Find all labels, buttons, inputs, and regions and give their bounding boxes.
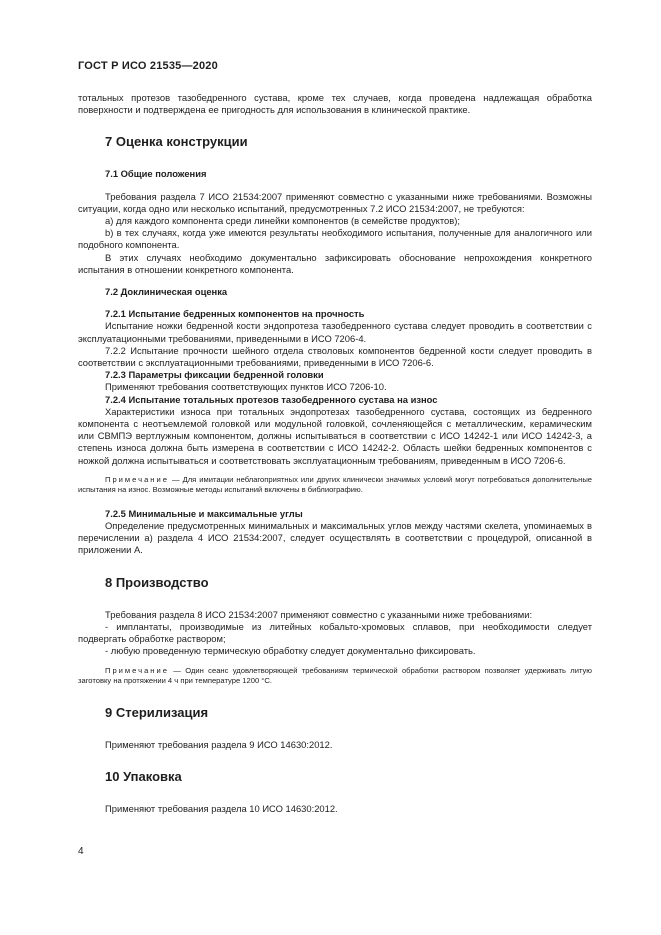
note-label: Примечание [105,665,169,675]
section-8-note [78,666,592,687]
note-text: — Один сеанс удовлетворяющей требованиям термической обработки раствором позволяет удерживать литую заготовку на протяжении 4 ч при температуре 1200 °С. [78,665,592,685]
section-10-title: 10 Упаковка [105,768,182,784]
page-content [78,92,592,815]
section-7-1-title: 7.1 Общие положения [105,168,207,180]
section-8-list-item-1: - имплантаты, производимые из литейных кобальто-хромовых сплавов, при необходимости следует подвергать обработке раствором; [78,620,592,645]
section-9-paragraph: Применяют требования раздела 9 ИСО 14630:2012. [105,738,333,750]
section-7-1-paragraph-2: В этих случаях необходимо документально зафиксировать обоснование непрохождения конкретного испытания в отношении конкретного компонента. [78,251,592,275]
page-number: 4 [78,846,84,857]
section-7-2-5-paragraph: Определение предусмотренных минимальных и максимальных углов между частями скелета, упоминаемых в перечислении а) раздела 4 ИСО 21534:2007, следует осуществлять в соответствии с процедурой, описанной в приложении А. [78,520,592,556]
section-7-1-paragraph: Требования раздела 7 ИСО 21534:2007 применяют совместно с указанными ниже требованиями. Возможны ситуации, когда одно или несколько испытаний, предусмотренных 7.2 ИСО 21534:2007, не требуются: [78,190,592,214]
document-header: ГОСТ Р ИСО 21535—2020 [78,60,218,72]
section-7-2-4-title: 7.2.4 Испытание тотальных протезов тазобедренного сустава на износ [105,393,438,405]
section-7-2-2-paragraph: 7.2.2 Испытание прочности шейного отдела стволовых компонентов бедренной кости следует проводить в соответствии с эксплуатационными требованиями, приведенными в ИСО 7206-6. [78,344,592,369]
section-7-2-1-title: 7.2.1 Испытание бедренных компонентов на прочность [105,308,365,320]
section-7-2-title: 7.2 Доклиническая оценка [105,286,228,298]
section-8-title: 8 Производство [105,574,209,590]
note-label: Примечание [105,474,169,484]
section-7-title: 7 Оценка конструкции [105,134,248,150]
section-7-2-5-title: 7.2.5 Минимальные и максимальные углы [105,507,303,519]
section-7-2-1-paragraph: Испытание ножки бедренной кости эндопротеза тазобедренного сустава следует проводить в соответствии с эксплуатационными требованиями, приведенными в ИСО 7206-4. [78,320,592,344]
list-item-b: b) в тех случаях, когда уже имеются результаты необходимого испытания, полученные для аналогичного или подобного компонента. [78,227,592,251]
section-8-list-item-2: - любую проведенную термическую обработку следует документально фиксировать. [105,645,476,657]
section-8-paragraph: Требования раздела 8 ИСО 21534:2007 применяют совместно с указанными ниже требованиями: [105,608,533,620]
intro-paragraph: тотальных протезов тазобедренного сустава, кроме тех случаев, когда проведена надлежащая обработка поверхности и подтверждена ее пригодность для использования в клинической практике. [78,92,592,116]
section-7-2-3-title: 7.2.3 Параметры фиксации бедренной головки [105,369,324,381]
section-7-2-4-paragraph: Характеристики износа при тотальных эндопротезах тазобедренного сустава, состоящих из бедренного компонента с неотъемлемой головкой или модульной головкой, сочленяющейся с металлическим, керамическим или СВМПЭ вертлужным компонентом, должны испытываться в соответствии с ИСО 14242-1 или ИСО 14242-3, а степень износа должна быть измерена в соответствии с ИСО 14242-2. Область шейки бедренных компонентов с ножкой должна испытываться и соответствовать эксплуатационным требованиям, приведенным в ИСО 7206-6. [78,405,592,466]
section-7-2-3-paragraph: Применяют требования соответствующих пунктов ИСО 7206-10. [105,381,387,393]
section-7-2-4-note [78,475,592,496]
section-10-paragraph: Применяют требования раздела 10 ИСО 14630:2012. [105,802,338,814]
list-item-a: a) для каждого компонента среди линейки компонентов (в семействе продуктов); [105,215,460,227]
note-text: — Для имитации неблагоприятных или других клинически значимых условий могут потребоваться дополнительные испытания на износ. Возможные методы испытаний включены в библиографию. [78,474,592,495]
section-9-title: 9 Стерилизация [105,704,209,720]
